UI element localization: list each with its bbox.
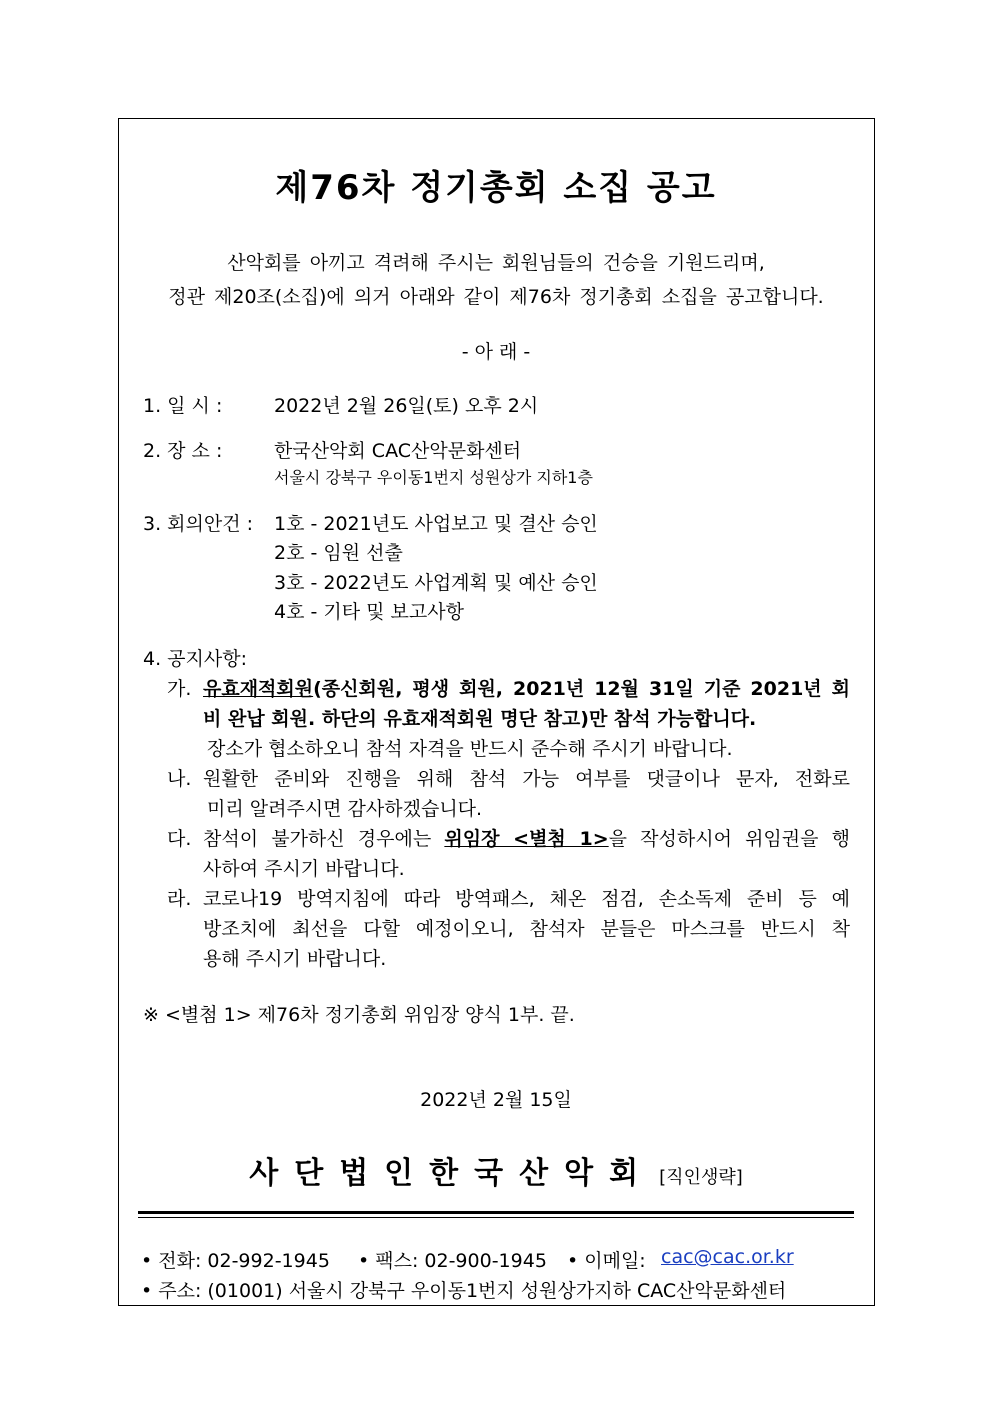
place-value: 한국산악회 CAC산악문화센터: [274, 440, 522, 462]
notice-na-marker: 나.: [167, 768, 192, 790]
attachment-note: ※ <별첨 1> 제76차 정기총회 위임장 양식 1부. 끝.: [143, 1004, 575, 1026]
proxy-form-reference: 위임장 <별첨 1>: [444, 828, 609, 850]
organization-name: 사단법인한국산악회: [249, 1156, 655, 1191]
notice-ga-line-3: 장소가 협소하오니 참석 자격을 반드시 준수해 주시기 바랍니다.: [207, 738, 733, 760]
notice-ga-line-2: 비 완납 회원. 하단의 유효재적회원 명단 참고)만 참석 가능합니다.: [203, 708, 757, 730]
below-marker: - 아 래 -: [461, 341, 531, 363]
date-value: 2022년 2월 26일(토) 오후 2시: [274, 395, 539, 417]
agenda-item: 1호 - 2021년도 사업보고 및 결산 승인: [274, 513, 598, 535]
contact-fax: • 팩스: 02-900-1945: [358, 1250, 547, 1272]
agenda-label: 3. 회의안건 :: [143, 513, 254, 535]
intro-line-1: 산악회를 아끼고 격려해 주시는 회원님들의 건승을 기원드리며,: [227, 252, 765, 274]
notice-ga-marker: 가.: [167, 678, 192, 700]
notice-ra-line-1: 코로나19 방역지침에 따라 방역패스, 체온 점검, 손소독제 준비 등 예: [203, 888, 850, 910]
contact-email-label: • 이메일:: [567, 1250, 646, 1272]
organization-signature: [0, 1148, 992, 1192]
issue-date: 2022년 2월 15일: [420, 1089, 572, 1111]
notice-na-line-1: 원활한 준비와 진행을 위해 참석 가능 여부를 댓글이나 문자, 전화로: [203, 768, 850, 790]
place-label: 2. 장 소 :: [143, 440, 223, 462]
valid-member-term: 유효재적회원: [203, 678, 314, 700]
intro-line-2: 정관 제20조(소집)에 의거 아래와 같이 제76차 정기총회 소집을 공고합니다.: [168, 286, 824, 308]
seal-omitted-note: [직인생략]: [659, 1167, 743, 1188]
agenda-item: 4호 - 기타 및 보고사항: [274, 601, 464, 623]
contact-email-link[interactable]: cac@cac.or.kr: [661, 1246, 794, 1268]
notice-da-line-2: 사하여 주시기 바랍니다.: [203, 858, 405, 880]
notice-ra-line-2: 방조치에 최선을 다할 예정이오니, 참석자 분들은 마스크를 반드시 착: [203, 918, 850, 940]
notice-da-marker: 다.: [167, 828, 192, 850]
notice-label: 4. 공지사항:: [143, 648, 247, 670]
notice-ra-line-3: 용해 주시기 바랍니다.: [203, 948, 387, 970]
agenda-item: 3호 - 2022년도 사업계획 및 예산 승인: [274, 572, 598, 594]
place-address: 서울시 강북구 우이동1번지 성원상가 지하1층: [274, 468, 593, 487]
notice-ga-line-1-rest: (종신회원, 평생 회원, 2021년 12월 31일 기준 2021년 회: [313, 678, 850, 700]
footer-divider-thin: [138, 1217, 854, 1218]
footer-divider-thick: [138, 1211, 854, 1214]
notice-da-line-1: 참석이 불가하신 경우에는 위임장 <별첨 1>을 작성하시어 위임권을 행: [203, 828, 851, 850]
contact-phone: • 전화: 02-992-1945: [141, 1250, 330, 1272]
page-title: 제76차 정기총회 소집 공고: [275, 168, 717, 208]
contact-address: • 주소: (01001) 서울시 강북구 우이동1번지 성원상가지하 CAC산악문화센터: [141, 1280, 787, 1302]
notice-na-line-2: 미리 알려주시면 감사하겠습니다.: [207, 798, 483, 820]
notice-ra-marker: 라.: [167, 888, 192, 910]
notice-ga-line-1: [203, 674, 850, 701]
date-label: 1. 일 시 :: [143, 395, 223, 417]
agenda-item: 2호 - 임원 선출: [274, 542, 403, 564]
